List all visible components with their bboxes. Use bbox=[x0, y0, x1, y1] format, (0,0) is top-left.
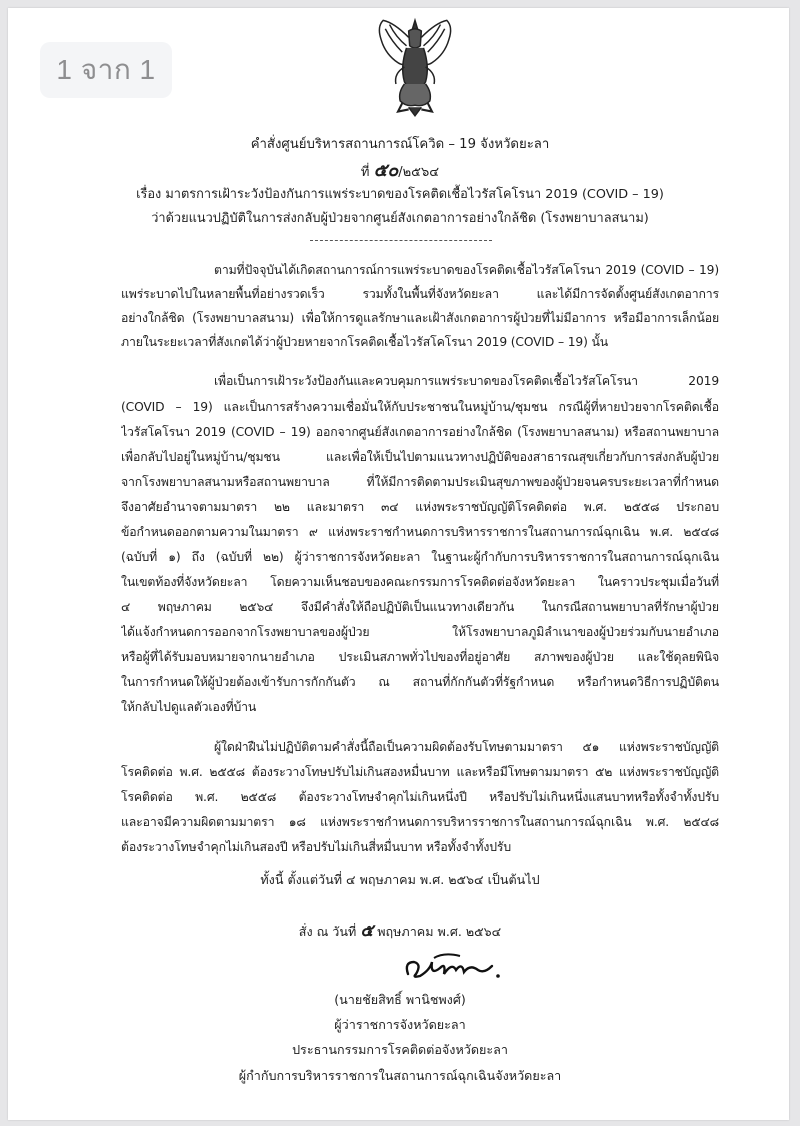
body-line: แพร่ระบาดไปในหลายพื้นที่อย่างรวดเร็ว รวมทั้งในพื้นที่จังหวัดยะลา และได้มีการจัดตั้งศูนย์สังเกตอาการ bbox=[121, 287, 719, 301]
signature-icon bbox=[400, 948, 510, 988]
body-line: ต้องระวางโทษจำคุกไม่เกินสองปี หรือปรับไม่เกินสี่หมื่นบาท หรือทั้งจำทั้งปรับ bbox=[121, 840, 511, 854]
order-number-prefix: ที่ bbox=[360, 165, 370, 180]
body-line: ในเขตท้องที่จังหวัดยะลา โดยความเห็นชอบของคณะกรรมการโรคติดต่อจังหวัดยะลา ในคราวประชุมเมื่อวันที่ bbox=[121, 575, 719, 589]
body-line: ตามที่ปัจจุบันได้เกิดสถานการณ์การแพร่ระบาดของโรคติดเชื้อไวรัสโคโรนา 2019 (COVID – 19) bbox=[214, 263, 719, 277]
order-number bbox=[0, 155, 800, 184]
body-line: ในการกำหนดให้ผู้ป่วยต้องเข้ารับการกักกันตัว ณ สถานที่กักกันตัวที่รัฐกำหนด หรือกำหนดวิธีการปฏิบัติตน bbox=[121, 675, 719, 689]
ordered-on-prefix: สั่ง ณ วันที่ bbox=[298, 924, 357, 939]
body-line: หรือผู้ที่ได้รับมอบหมายจากนายอำเภอ ประเมินสภาพทั่วไปของที่อยู่อาศัย สภาพของผู้ป่วย และใช้ดุลยพินิจ bbox=[121, 650, 719, 664]
body-line: โรคติดต่อ พ.ศ. ๒๕๕๘ ต้องระวางโทษปรับไม่เกินสองหมื่นบาท และหรือมีโทษตามมาตรา ๕๒ แห่งพระราชบัญญัติ bbox=[121, 765, 719, 779]
signer-title-3: ผู้กำกับการบริหารราชการในสถานการณ์ฉุกเฉินจังหวัดยะลา bbox=[238, 1068, 562, 1083]
subject-line-2: ว่าด้วยแนวปฏิบัติในการส่งกลับผู้ป่วยจากศูนย์สังเกตอาการอย่างใกล้ชิด (โรงพยาบาลสนาม) bbox=[151, 211, 649, 226]
body-line: อย่างใกล้ชิด (โรงพยาบาลสนาม) เพื่อให้การดูแลรักษาและเฝ้าสังเกตอาการผู้ป่วยที่ไม่มีอาการ หรือมีอาการเล็กน้อย bbox=[121, 311, 719, 325]
body-line: เพื่อกลับไปอยู่ในหมู่บ้าน/ชุมชน และเพื่อให้เป็นไปตามแนวทางปฏิบัติของสาธารณสุขเกี่ยวกับการส่งกลับผู้ป่วย bbox=[121, 450, 719, 464]
garuda-emblem-icon bbox=[362, 14, 468, 120]
signer-title-1: ผู้ว่าราชการจังหวัดยะลา bbox=[334, 1017, 466, 1032]
body-line: (ฉบับที่ ๑) ถึง (ฉบับที่ ๒๒) ผู้ว่าราชการจังหวัดยะลา ในฐานะผู้กำกับการบริหารราชการในสถานการณ์ฉุกเฉิน bbox=[121, 550, 719, 564]
order-number-handwritten: ๕๐ bbox=[373, 160, 399, 181]
page-indicator: 1 จาก 1 bbox=[40, 42, 172, 98]
ordered-on-day-handwritten: ๕ bbox=[360, 921, 374, 941]
body-line: เพื่อเป็นการเฝ้าระวังป้องกันและควบคุมการแพร่ระบาดของโรคติดเชื้อไวรัสโคโรนา 2019 bbox=[214, 374, 719, 388]
order-number-year: /๒๕๖๔ bbox=[398, 165, 440, 180]
header-divider bbox=[310, 240, 492, 241]
body-line: (COVID – 19) และเป็นการสร้างความเชื่อมั่นให้กับประชาชนในหมู่บ้าน/ชุมชน กรณีผู้ที่หายป่วยจากโรคติดเชื้อ bbox=[121, 400, 719, 414]
body-line: ภายในระยะเวลาที่สังเกตได้ว่าผู้ป่วยหายจากโรคติดเชื้อไวรัสโคโรนา 2019 (COVID – 19) นั้น bbox=[121, 335, 609, 349]
body-line: และอาจมีความผิดตามมาตรา ๑๘ แห่งพระราชกำหนดการบริหารราชการในสถานการณ์ฉุกเฉิน พ.ศ. ๒๕๔๘ bbox=[121, 815, 719, 829]
ordered-on-date bbox=[0, 917, 800, 944]
body-line: ไวรัสโคโรนา 2019 (COVID – 19) ออกจากศูนย์สังเกตอาการอย่างใกล้ชิด (โรงพยาบาลสนาม) หรือสถานพยาบาล bbox=[121, 425, 719, 439]
effective-date: ทั้งนี้ ตั้งแต่วันที่ ๔ พฤษภาคม พ.ศ. ๒๕๖๔ เป็นต้นไป bbox=[260, 872, 540, 887]
body-line: จากโรงพยาบาลสนามหรือสถานพยาบาล ที่ให้มีการติดตามประเมินสุขภาพของผู้ป่วยจนครบระยะเวลาที่กำหนด bbox=[121, 475, 719, 489]
signer-name: (นายชัยสิทธิ์ พานิชพงศ์) bbox=[334, 992, 466, 1007]
subject-line-1: เรื่อง มาตรการเฝ้าระวังป้องกันการแพร่ระบาดของโรคติดเชื้อไวรัสโคโรนา 2019 (COVID – 19) bbox=[136, 187, 664, 202]
body-line: ข้อกำหนดออกตามความในมาตรา ๙ แห่งพระราชกำหนดการบริหารราชการในสถานการณ์ฉุกเฉิน พ.ศ. ๒๕๔๘ bbox=[121, 525, 719, 539]
body-line: ให้กลับไปดูแลตัวเองที่บ้าน bbox=[121, 700, 257, 714]
order-title: คำสั่งศูนย์บริหารสถานการณ์โควิด – 19 จังหวัดยะลา bbox=[250, 137, 550, 152]
body-line: ๔ พฤษภาคม ๒๕๖๔ จึงมีคำสั่งให้ถือปฏิบัติเป็นแนวทางเดียวกัน ในกรณีสถานพยาบาลที่รักษาผู้ป่วย bbox=[121, 600, 719, 614]
signer-title-2: ประธานกรรมการโรคติดต่อจังหวัดยะลา bbox=[292, 1042, 508, 1057]
body-line: โรคติดต่อ พ.ศ. ๒๕๕๘ ต้องระวางโทษจำคุกไม่เกินหนึ่งปี หรือปรับไม่เกินหนึ่งแสนบาทหรือทั้งจำทั้งปรับ bbox=[121, 790, 719, 804]
body-line: ผู้ใดฝ่าฝืนไม่ปฏิบัติตามคำสั่งนี้ถือเป็นความผิดต้องรับโทษตามมาตรา ๕๑ แห่งพระราชบัญญัติ bbox=[214, 740, 719, 754]
ordered-on-suffix: พฤษภาคม พ.ศ. ๒๕๖๔ bbox=[377, 924, 502, 939]
body-line: ได้แจ้งกำหนดการออกจากโรงพยาบาลของผู้ป่วย ให้โรงพยาบาลภูมิลำเนาของผู้ป่วยร่วมกับนายอำเภอ bbox=[121, 625, 719, 639]
body-line: จึงอาศัยอำนาจตามมาตรา ๒๒ และมาตรา ๓๔ แห่งพระราชบัญญัติโรคติดต่อ พ.ศ. ๒๕๕๘ ประกอบ bbox=[121, 500, 719, 514]
